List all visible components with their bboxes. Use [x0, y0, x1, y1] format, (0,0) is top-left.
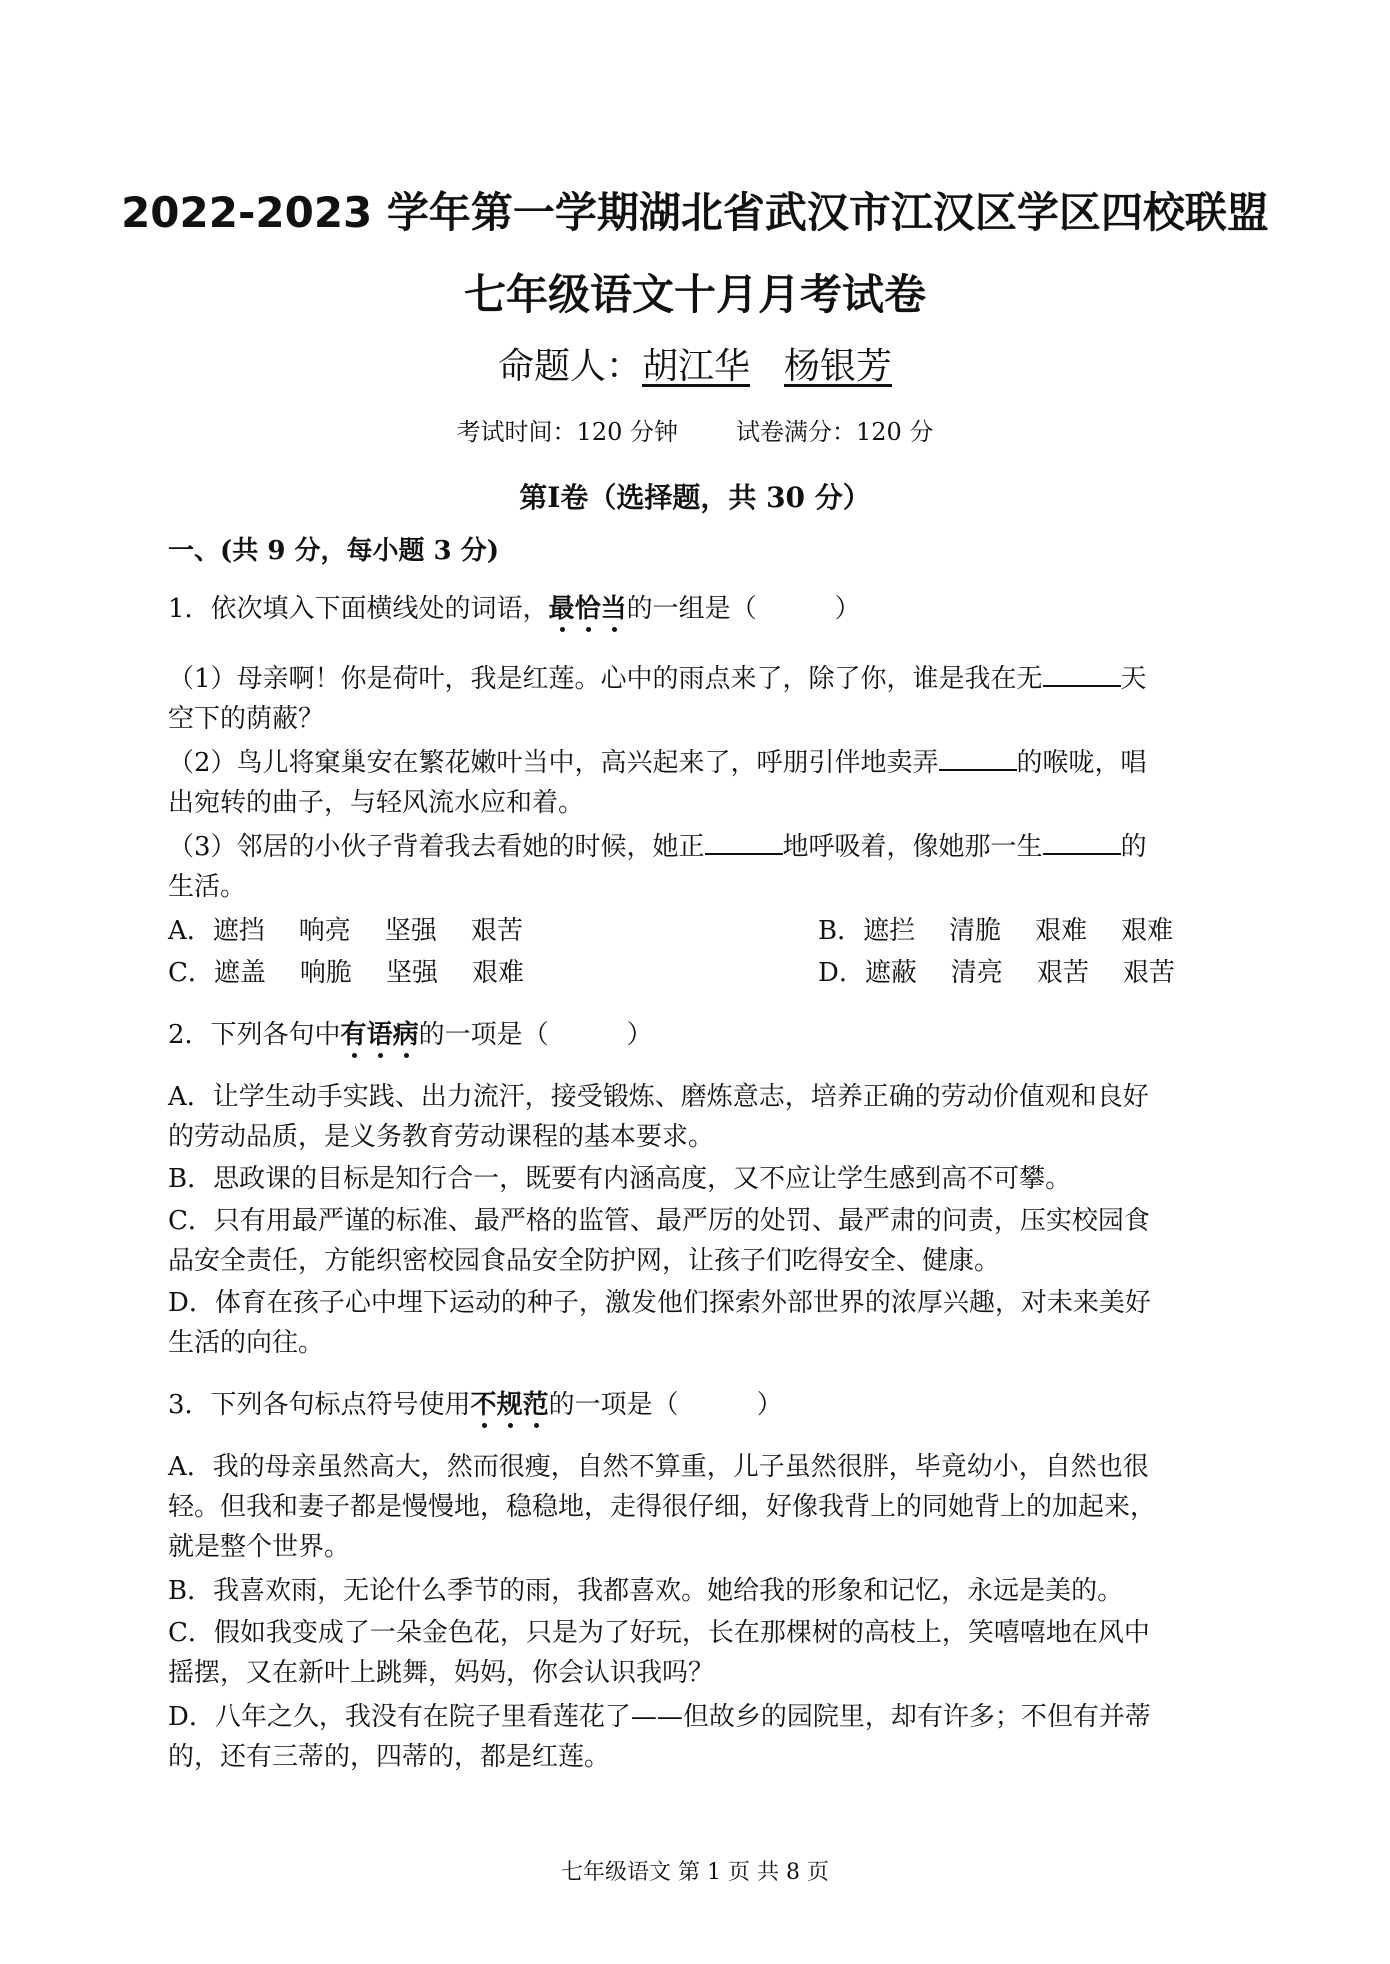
q2-option-d-line1: D．体育在孩子心中埋下运动的种子，激发他们探索外部世界的浓厚兴趣，对未来美好	[168, 1288, 1151, 1318]
q3-option-d-line1: D．八年之久，我没有在院子里看莲花了——但故乡的园院里，却有许多；不但有并蒂	[168, 1702, 1151, 1732]
q1-options-row1	[168, 910, 1174, 947]
section-heading: 一、(共 9 分，每小题 3 分)	[168, 536, 499, 566]
q1-sentence-1-line2: 空下的荫蔽？	[168, 704, 325, 734]
q1-option-a: A．遮挡 响亮 坚强 艰苦	[168, 916, 523, 946]
q2-option-c-line1: C．只有用最严谨的标准、最严格的监管、最严厉的处罚、最严肃的问责，压实校园食	[168, 1206, 1150, 1236]
q1-sentence-3-line1: （3）邻居的小伙子背着我去看她的时候，她正 地呼吸着，像她那一生 的	[168, 832, 1147, 862]
q1-options-row2	[168, 952, 1175, 989]
author-2: 杨银芳	[784, 346, 893, 387]
exam-title-line2: 七年级语文十月月考试卷	[463, 270, 926, 319]
answer-blank	[1043, 663, 1121, 687]
answer-blank	[1043, 831, 1121, 855]
q1-sentence-3-line2: 生活。	[168, 872, 247, 902]
q3-option-a-line1: A．我的母亲虽然高大，然而很瘦，自然不算重，儿子虽然很胖，毕竟幼小，自然也很	[168, 1452, 1149, 1482]
volume-heading: 第Ⅰ卷（选择题，共 30 分）	[519, 481, 871, 514]
question-3-stem: 3．下列各句标点符号使用不规范的一项是（ ）	[168, 1390, 783, 1420]
exam-info	[0, 412, 1390, 447]
authors-line	[0, 338, 1390, 389]
q2-option-d-line2: 生活的向往。	[168, 1328, 325, 1358]
q3-option-b: B．我喜欢雨，无论什么季节的雨，我都喜欢。她给我的形象和记忆，永远是美的。	[168, 1576, 1124, 1606]
q3-option-d-line2: 的，还有三蒂的，四蒂的，都是红莲。	[168, 1742, 611, 1772]
q3-option-c-line2: 摇摆，又在新叶上跳舞，妈妈，你会认识我吗？	[168, 1658, 715, 1688]
question-2-stem: 2．下列各句中有语病的一项是（ ）	[168, 1020, 653, 1050]
q3-option-a-line2: 轻。但我和妻子都是慢慢地，稳稳地，走得很仔细，好像我背上的同她背上的加起来，	[168, 1492, 1157, 1522]
q1-option-d: D．遮蔽 清亮 艰苦 艰苦	[818, 958, 1175, 988]
q2-option-a-line2: 的劳动品质，是义务教育劳动课程的基本要求。	[168, 1122, 715, 1152]
answer-blank	[939, 747, 1017, 771]
q3-option-a-line3: 就是整个世界。	[168, 1532, 351, 1562]
q2-option-a-line1: A．让学生动手实践、出力流汗，接受锻炼、磨炼意志，培养正确的劳动价值观和良好	[168, 1082, 1149, 1112]
q1-sentence-1-line1: （1）母亲啊！你是荷叶，我是红莲。心中的雨点来了，除了你，谁是我在无 天	[168, 664, 1147, 694]
exam-title-line1: 2022-2023 学年第一学期湖北省武汉市江汉区学区四校联盟	[121, 188, 1269, 237]
q1-option-b: B．遮拦 清脆 艰难 艰难	[818, 916, 1174, 946]
author-1: 胡江华	[641, 346, 750, 387]
q2-option-c-line2: 品安全责任，方能织密校园食品安全防护网，让孩子们吃得安全、健康。	[168, 1246, 1001, 1276]
page-footer: 七年级语文 第 1 页 共 8 页	[561, 1860, 829, 1885]
full-score: 试卷满分：120 分	[736, 418, 934, 446]
exam-time: 考试时间：120 分钟	[456, 418, 678, 446]
question-1-stem: 1．依次填入下面横线处的词语，最恰当的一组是（ ）	[168, 594, 861, 624]
q1-option-c: C．遮盖 响脆 坚强 艰难	[168, 958, 524, 988]
q1-sentence-2-line2: 出宛转的曲子，与轻风流水应和着。	[168, 788, 585, 818]
authors-label: 命题人：	[497, 346, 642, 387]
answer-blank	[705, 831, 783, 855]
q1-sentence-2-line1: （2）鸟儿将窠巢安在繁花嫩叶当中，高兴起来了，呼朋引伴地卖弄 的喉咙，唱	[168, 748, 1147, 778]
q3-option-c-line1: C．假如我变成了一朵金色花，只是为了好玩，长在那棵树的高枝上，笑嘻嘻地在风中	[168, 1618, 1150, 1648]
q2-option-b: B．思政课的目标是知行合一，既要有内涵高度，又不应让学生感到高不可攀。	[168, 1164, 1072, 1194]
